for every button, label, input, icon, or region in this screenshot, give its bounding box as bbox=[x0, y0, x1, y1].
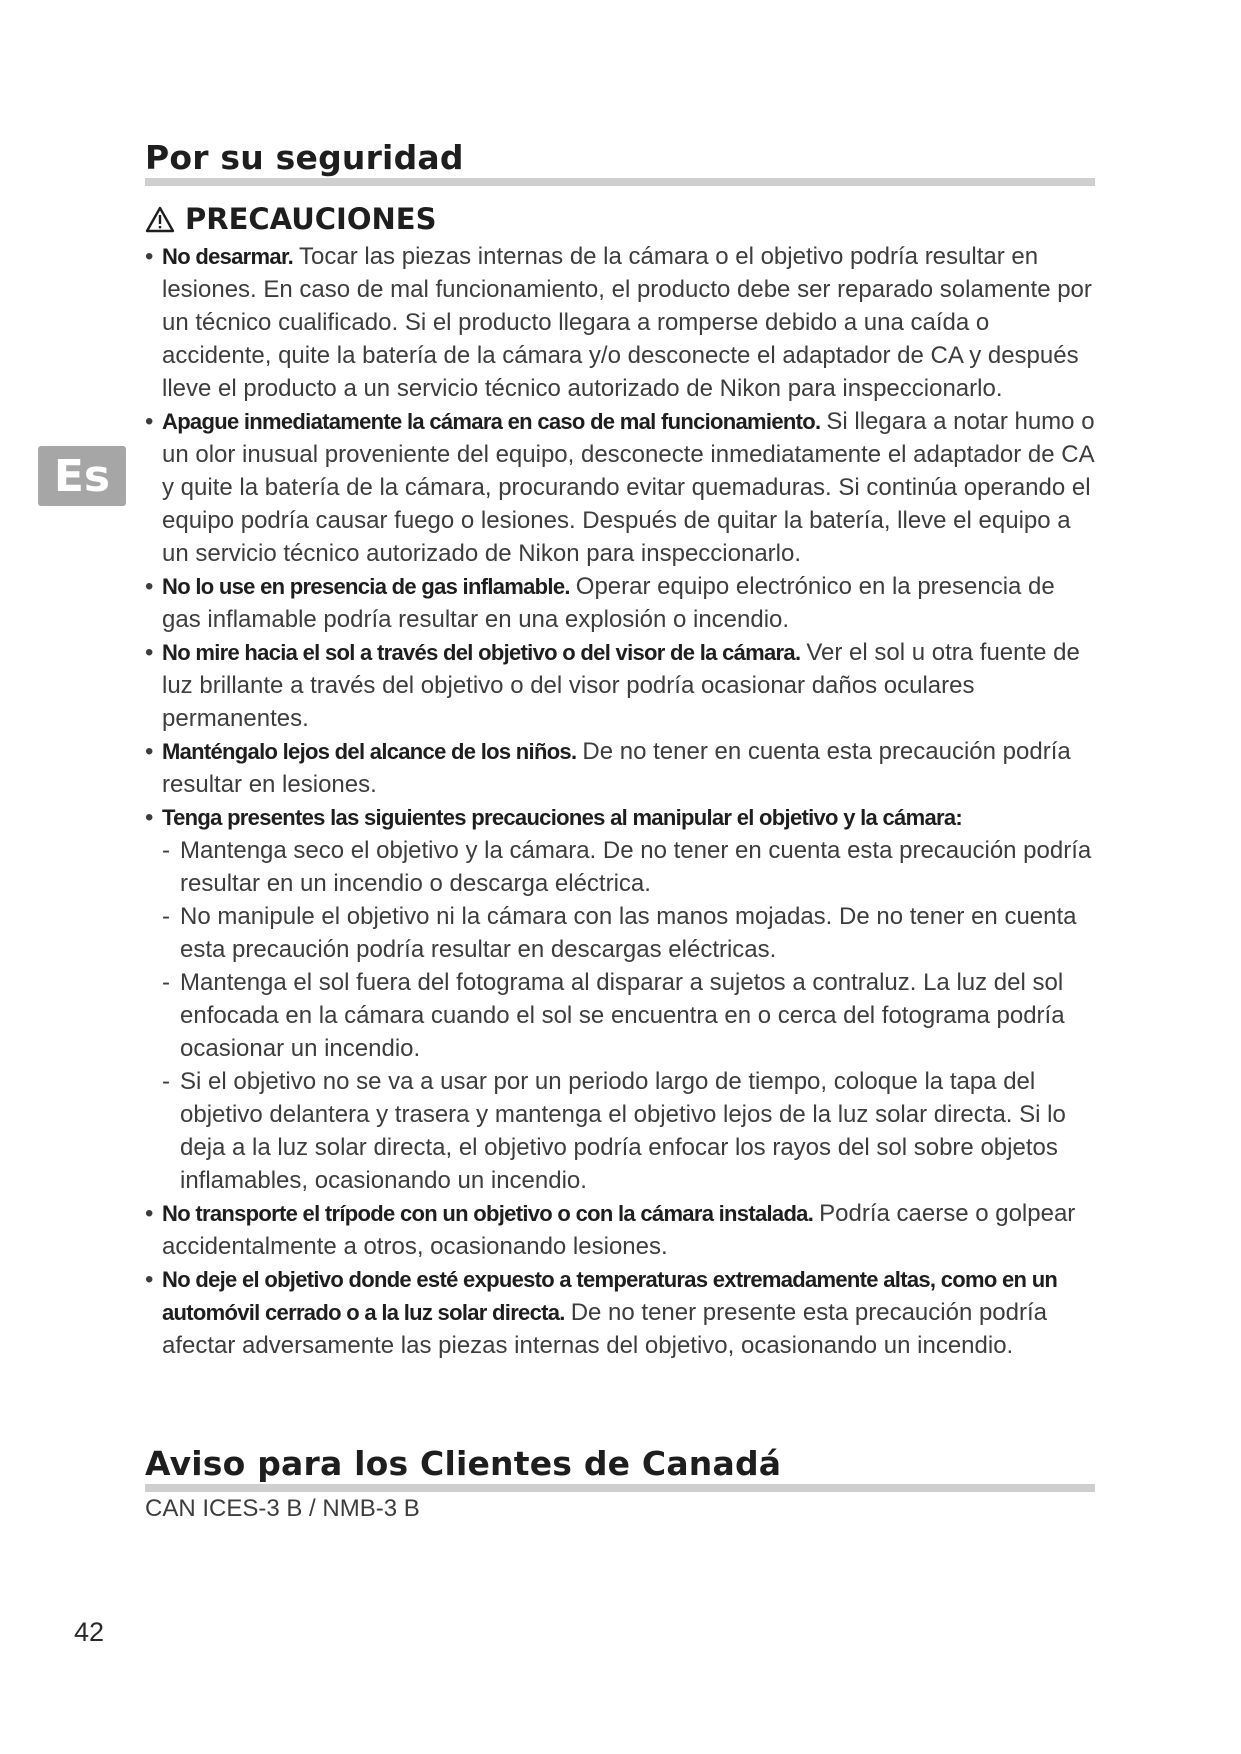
item-lead: Manténgalo lejos del alcance de los niños. bbox=[162, 739, 577, 764]
sub-list-item: - No manipule el objetivo ni la cámara con las manos mojadas. De no tener en cuenta esta precaución podría resultar en descargas eléctricas. bbox=[145, 900, 1095, 966]
list-item bbox=[145, 801, 1095, 834]
list-item bbox=[145, 636, 1095, 735]
heading-underline bbox=[145, 178, 1095, 186]
item-lead: No deje el objetivo donde esté expuesto a temperaturas extremadamente altas, como en un automóvil cerrado o a la luz solar directa. bbox=[162, 1267, 1058, 1325]
item-text: Si llegara a notar humo o un olor inusual proveniente del equipo, desconecte inmediatamente el adaptador de CA y quite la batería de la cámara, procurando evitar quemaduras. Si continúa operando el equipo podría causar fuego o lesiones. Después de quitar la batería, lleve el equipo a un servicio técnico autorizado de Nikon para inspeccionarlo. bbox=[162, 408, 1095, 567]
compliance-code: CAN ICES-3 B / NMB-3 B bbox=[145, 1495, 420, 1522]
item-lead: No lo use en presencia de gas inflamable. bbox=[162, 574, 570, 599]
page-number: 42 bbox=[74, 1617, 105, 1647]
section-heading-canada bbox=[145, 1444, 1095, 1492]
heading-underline bbox=[145, 1484, 1095, 1492]
item-text: De no tener en cuenta esta precaución podría resultar en lesiones. bbox=[162, 738, 1071, 798]
canada-title: Aviso para los Clientes de Canadá bbox=[145, 1444, 782, 1483]
list-item bbox=[145, 735, 1095, 801]
item-text: De no tener presente esta precaución podría afectar adversamente las piezas internas del objetivo, ocasionando un incendio. bbox=[162, 1299, 1048, 1359]
list-item bbox=[145, 1263, 1095, 1362]
item-text: Tocar las piezas internas de la cámara o el objetivo podría resultar en lesiones. En caso de mal funcionamiento, el producto debe ser reparado solamente por un técnico cualificado. Si el producto llegara a romperse debido a una caída o accidente, quite la batería de la cámara y/o desconecte el adaptador de CA y después lleve el producto a un servicio técnico autorizado de Nikon para inspeccionarlo. bbox=[162, 243, 1092, 402]
item-text: Podría caerse o golpear accidentalmente a otros, ocasionando lesiones. bbox=[162, 1200, 1076, 1260]
language-tab: Es bbox=[38, 446, 126, 506]
item-lead: Tenga presentes las siguientes precauciones al manipular el objetivo y la cámara: bbox=[162, 805, 963, 830]
item-lead: No mire hacia el sol a través del objetivo o del visor de la cámara. bbox=[162, 640, 801, 665]
list-item bbox=[145, 1197, 1095, 1263]
list-item bbox=[145, 240, 1095, 405]
section-heading-safety bbox=[145, 138, 1095, 186]
item-text: Operar equipo electrónico en la presencia de gas inflamable podría resultar en una explosión o incendio. bbox=[162, 573, 1055, 633]
sub-list-item: - Mantenga el sol fuera del fotograma al disparar a sujetos a contraluz. La luz del sol enfocada en la cámara cuando el sol se encuentra en o cerca del fotograma podría ocasionar un incendio. bbox=[145, 966, 1095, 1065]
warning-triangle-icon bbox=[145, 206, 175, 233]
sub-list-item: - Mantenga seco el objetivo y la cámara. De no tener en cuenta esta precaución podría resultar en un incendio o descarga eléctrica. bbox=[145, 834, 1095, 900]
item-lead: No desarmar. bbox=[162, 244, 294, 269]
item-lead: Apague inmediatamente la cámara en caso de mal funcionamiento. bbox=[162, 409, 821, 434]
precautions-label: PRECAUCIONES bbox=[185, 202, 437, 236]
list-item bbox=[145, 405, 1095, 570]
item-lead: No transporte el trípode con un objetivo o con la cámara instalada. bbox=[162, 1201, 814, 1226]
precautions-list bbox=[145, 240, 1095, 1362]
sub-list-item: - Si el objetivo no se va a usar por un periodo largo de tiempo, coloque la tapa del objetivo delantera y trasera y mantenga el objetivo lejos de la luz solar directa. Si lo deja a la luz solar directa, el objetivo podría enfocar los rayos del sol sobre objetos inflamables, ocasionando un incendio. bbox=[145, 1065, 1095, 1197]
precautions-heading bbox=[145, 202, 436, 236]
list-item bbox=[145, 570, 1095, 636]
item-text: Ver el sol u otra fuente de luz brillante a través del objetivo o del visor podría ocasionar daños oculares permanentes. bbox=[162, 639, 1080, 732]
page-title: Por su seguridad bbox=[145, 138, 464, 177]
